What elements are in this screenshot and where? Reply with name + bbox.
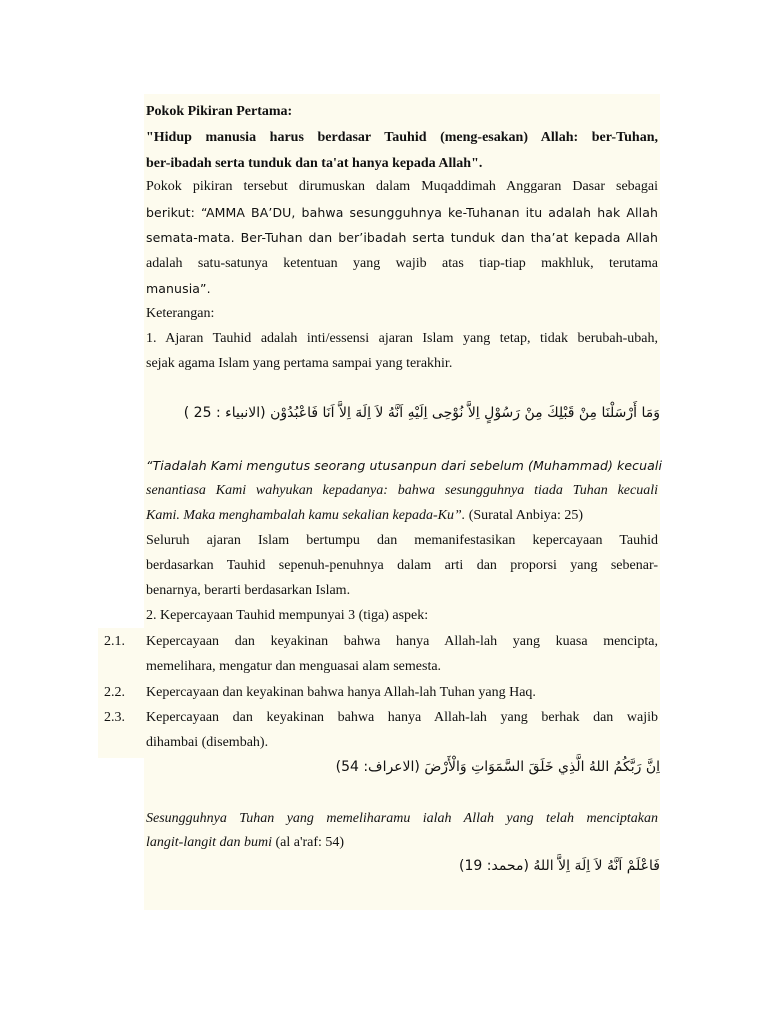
translation-1-line-1: “Tiadalah Kami mengutus seorang utusanpun dari sebelum (Muhammad) kecuali	[146, 458, 663, 473]
intro-line-2: berikut: “AMMA BA’DU, bahwa sesungguhnya ke-Tuhanan itu adalah hak Allah	[146, 205, 658, 220]
intro-line-4: adalah satu-satunya ketentuan yang wajib atas tiap-tiap makhluk, terutama	[146, 256, 658, 271]
intro-line-3: semata-mata. Ber-Tuhan dan ber’ibadah serta tunduk dan tha’at kepada Allah	[146, 230, 658, 245]
body-line-3: benarnya, berarti berdasarkan Islam.	[146, 583, 351, 598]
source-araf: (al a'raf: 54)	[272, 835, 345, 850]
arabic-verse-araf: اِنَّ رَبَّكُمُ اللهُ الَّذِي خَلَقَ السَّمَوَاتِ وَالْأَرْضَ (الاعراف: 54)	[335, 759, 660, 775]
aspect-2-3-line-2: dihambai (disembah).	[146, 735, 269, 750]
translation-1-line-3	[146, 507, 583, 525]
translation-2-line-1: Sesungguhnya Tuhan yang memeliharamu ialah Allah yang telah menciptakan	[146, 811, 658, 826]
translation-1-line-2: senantiasa Kami wahyukan kepadanya: bahwa sesungguhnya tiada Tuhan kecuali	[146, 483, 658, 498]
section-title: Pokok Pikiran Pertama:	[146, 104, 293, 119]
point-1-line-2: sejak agama Islam yang pertama sampai yang terakhir.	[146, 356, 453, 371]
aspect-number-2-2: 2.2.	[104, 685, 125, 700]
body-line-2: berdasarkan Tauhid sepenuh-penuhnya dalam arti dan proporsi yang sebenar-	[146, 558, 658, 573]
source-anbiya: (Suratal Anbiya: 25)	[465, 508, 584, 523]
thesis-line-2: ber-ibadah serta tunduk dan ta'at hanya kepada Allah".	[146, 156, 483, 171]
body-line-1: Seluruh ajaran Islam bertumpu dan memanifestasikan kepercayaan Tauhid	[146, 533, 658, 548]
aspect-2-3-line-1: Kepercayaan dan keyakinan bahwa hanya Allah-lah yang berhak dan wajib	[146, 710, 658, 725]
point-2: 2. Kepercayaan Tauhid mempunyai 3 (tiga) aspek:	[146, 608, 429, 623]
keterangan-label: Keterangan:	[146, 306, 215, 321]
translation-2-line-2	[146, 834, 344, 852]
intro-line-1: Pokok pikiran tersebut dirumuskan dalam Muqaddimah Anggaran Dasar sebagai	[146, 179, 658, 194]
aspect-2-2-line-1: Kepercayaan dan keyakinan bahwa hanya Allah-lah Tuhan yang Haq.	[146, 685, 536, 700]
aspect-number-2-3: 2.3.	[104, 710, 125, 725]
intro-line-5: manusia”.	[146, 281, 211, 296]
thesis-line-1: "Hidup manusia harus berdasar Tauhid (meng-esakan) Allah: ber-Tuhan,	[146, 130, 658, 145]
arabic-verse-muhammad: فَاعْلَمْ اَنَّهُ لاَ اِلَهَ اِلاَّ اللهُ (محمد: 19)	[459, 858, 660, 874]
translation-1-text: Kami. Maka menghambalah kamu sekalian kepada-Ku”.	[146, 508, 466, 523]
translation-2-text: langit-langit dan bumi	[146, 835, 272, 850]
arabic-verse-anbiya: وَمَا أَرْسَلْنَا مِنْ قَبْلِكَ مِنْ رَسُوْلٍ اِلاَّ نُوْحِى اِلَيْهِ اَنَّهُ لاَ اِلَهَ اِلاَّ اَنَا فَاعْبُدُوْن (الانبياء : 25 )	[183, 405, 660, 421]
aspect-2-1-line-2: memelihara, mengatur dan menguasai alam semesta.	[146, 659, 442, 674]
aspect-number-2-1: 2.1.	[104, 634, 125, 649]
aspect-2-1-line-1: Kepercayaan dan keyakinan bahwa hanya Allah-lah yang kuasa mencipta,	[146, 634, 658, 649]
point-1-line-1: 1. Ajaran Tauhid adalah inti/essensi ajaran Islam yang tetap, tidak berubah-ubah,	[146, 331, 658, 346]
